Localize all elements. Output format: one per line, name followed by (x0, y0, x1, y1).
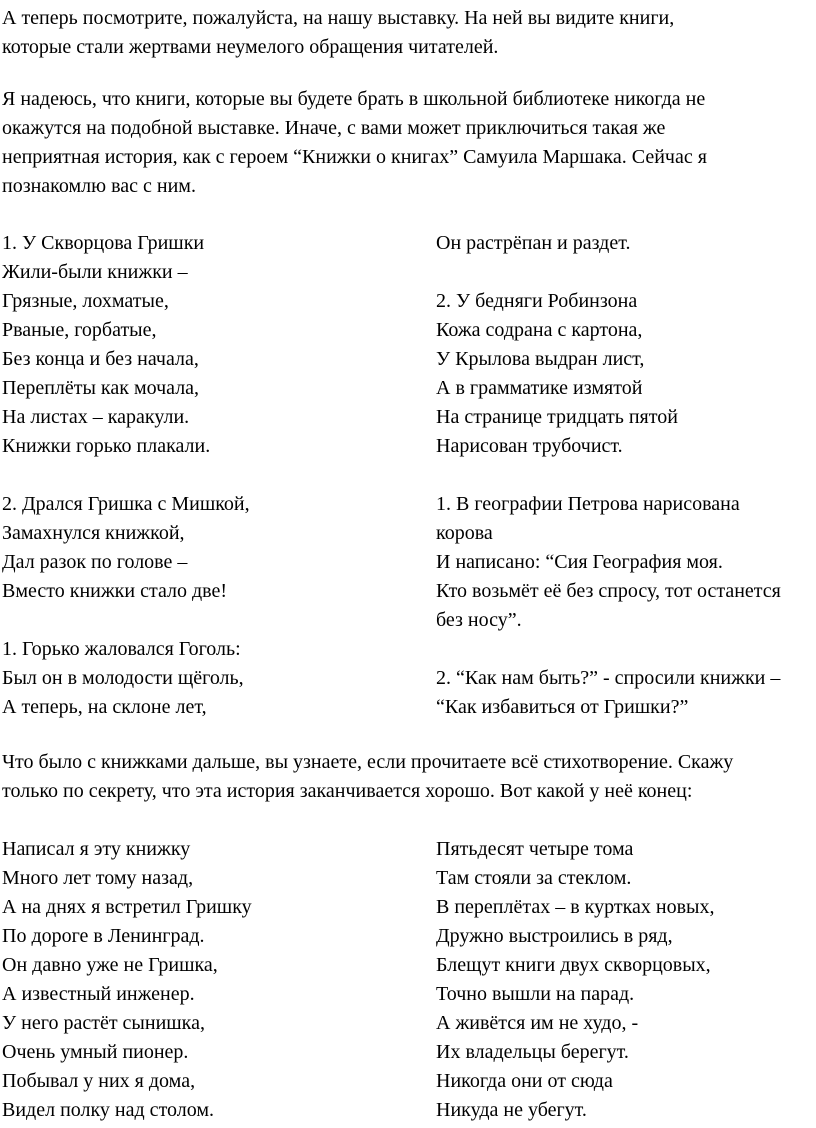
poem-line: А известный инженер. (2, 983, 195, 1005)
poem-line: 1. Горько жаловался Гоголь: (2, 638, 241, 660)
poem-line: Был он в молодости щёголь, (2, 667, 244, 689)
poem-excerpt-right-column (436, 229, 781, 722)
poem-ending-left-column (2, 835, 252, 1125)
text-line: Я надеюсь, что книги, которые вы будете брать в школьной библиотеке никогда не (2, 88, 706, 110)
poem-line: 1. У Скворцова Гришки (2, 232, 205, 254)
poem-line: Он растрёпан и раздет. (436, 232, 631, 254)
poem-line: Никуда не убегут. (436, 1099, 587, 1121)
poem-line: А на днях я встретил Гришку (2, 896, 252, 918)
poem-line: Побывал у них я дома, (2, 1070, 196, 1092)
poem-line: Вместо книжки стало две! (2, 580, 228, 602)
poem-line: На листах – каракули. (2, 406, 190, 428)
poem-line: А в грамматике измятой (436, 377, 643, 399)
poem-line: Кожа содрана с картона, (436, 319, 643, 341)
poem-line: Замахнулся книжкой, (2, 522, 185, 544)
text-line: только по секрету, что эта история заканчивается хорошо. Вот какой у неё конец: (2, 780, 693, 802)
text-line: Что было с книжками дальше, вы узнаете, если прочитаете всё стихотворение. Скажу (2, 751, 734, 773)
poem-line: Нарисован трубочист. (436, 435, 623, 457)
poem-line: корова (436, 522, 493, 544)
text-line: А теперь посмотрите, пожалуйста, на нашу выставку. На ней вы видите книги, (2, 7, 675, 29)
poem-line: В переплётах – в куртках новых, (436, 896, 715, 918)
poem-line: Видел полку над столом. (2, 1099, 215, 1121)
poem-line: 2. У бедняги Робинзона (436, 290, 638, 312)
poem-line: Жили-были книжки – (2, 261, 188, 283)
text-line: окажутся на подобной выставке. Иначе, с вами может приключиться такая же (2, 117, 666, 139)
poem-line: 1. В географии Петрова нарисована (436, 493, 740, 515)
stanza-gap (436, 461, 781, 490)
stanza-gap (436, 635, 781, 664)
poem-line: А живётся им не худо, - (436, 1012, 639, 1034)
stanza-gap (436, 258, 781, 287)
poem-line: Рваные, горбатые, (2, 319, 157, 341)
poem-line: На странице тридцать пятой (436, 406, 678, 428)
poem-line: Переплёты как мочала, (2, 377, 200, 399)
stanza-gap (2, 606, 250, 635)
poem-line: Пятьдесят четыре тома (436, 838, 634, 860)
poem-line: Книжки горько плакали. (2, 435, 211, 457)
intro-paragraph-2 (2, 85, 814, 201)
poem-line: Никогда они от сюда (436, 1070, 613, 1092)
poem-line: Точно вышли на парад. (436, 983, 635, 1005)
poem-line: У Крылова выдран лист, (436, 348, 645, 370)
poem-line: Кто возьмёт её без спросу, тот останется (436, 580, 781, 602)
intro-paragraph-1 (2, 4, 814, 62)
poem-line: Он давно уже не Гришка, (2, 954, 218, 976)
poem-line: И написано: “Сия География моя. (436, 551, 723, 573)
poem-line: Грязные, лохматые, (2, 290, 169, 312)
poem-line: А теперь, на склоне лет, (2, 696, 207, 718)
poem-line: Их владельцы берегут. (436, 1041, 629, 1063)
middle-paragraph (2, 748, 814, 806)
poem-line: 2. Дрался Гришка с Мишкой, (2, 493, 250, 515)
stanza-gap (2, 461, 250, 490)
poem-ending-right-column (436, 835, 714, 1125)
text-line: познакомлю вас с ним. (2, 175, 196, 197)
text-line: неприятная история, как с героем “Книжки о книгах” Самуила Маршака. Сейчас я (2, 146, 707, 168)
poem-excerpt-left-column (2, 229, 250, 722)
poem-line: Написал я эту книжку (2, 838, 191, 860)
poem-line: Очень умный пионер. (2, 1041, 189, 1063)
poem-line: Дал разок по голове – (2, 551, 188, 573)
poem-line: Без конца и без начала, (2, 348, 199, 370)
poem-line: без носу”. (436, 609, 522, 631)
poem-line: 2. “Как нам быть?” - спросили книжки – (436, 667, 781, 689)
poem-line: Блещут книги двух скворцовых, (436, 954, 711, 976)
poem-line: Там стояли за стеклом. (436, 867, 632, 889)
poem-line: Много лет тому назад, (2, 867, 194, 889)
poem-line: Дружно выстроились в ряд, (436, 925, 673, 947)
text-line: которые стали жертвами неумелого обращения читателей. (2, 36, 499, 58)
poem-line: У него растёт сынишка, (2, 1012, 205, 1034)
poem-line: По дороге в Ленинград. (2, 925, 205, 947)
poem-line: “Как избавиться от Гришки?” (436, 696, 689, 718)
